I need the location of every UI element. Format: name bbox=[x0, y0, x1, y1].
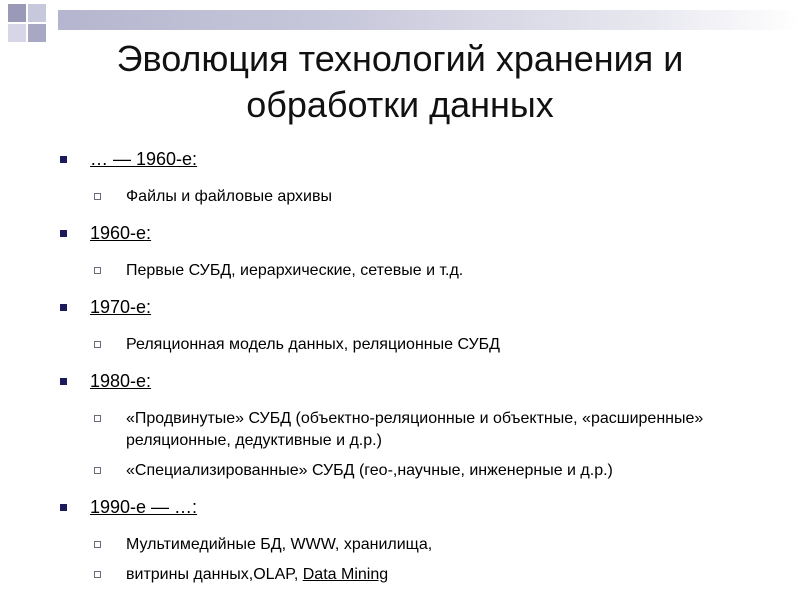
hollow-square-bullet-icon bbox=[94, 571, 101, 578]
period-item bbox=[58, 148, 778, 170]
sub-item bbox=[58, 186, 778, 208]
square-bullet-icon bbox=[60, 504, 67, 511]
sub-item-text: Мультимедийные БД, WWW, хранилища, bbox=[126, 536, 433, 553]
period-group bbox=[58, 370, 778, 482]
sub-item-text: Файлы и файловые архивы bbox=[126, 188, 332, 205]
sub-item-text: Первые СУБД, иерархические, сетевые и т.д. bbox=[126, 262, 464, 279]
sub-item-text: «Специализированные» СУБД (гео-,научные, инженерные и д.р.) bbox=[126, 462, 613, 479]
hollow-square-bullet-icon bbox=[94, 415, 101, 422]
sub-item bbox=[58, 534, 778, 556]
period-group bbox=[58, 496, 778, 586]
period-item bbox=[58, 222, 778, 244]
period-item bbox=[58, 496, 778, 518]
decor-square bbox=[28, 4, 46, 22]
sub-item bbox=[58, 564, 778, 586]
data-mining-link[interactable]: Data Mining bbox=[302, 566, 389, 583]
hollow-square-bullet-icon bbox=[94, 341, 101, 348]
period-heading: 1970-е: bbox=[90, 297, 152, 317]
sub-item-text: Реляционная модель данных, реляционные СУБД bbox=[126, 336, 500, 353]
period-heading: 1960-е: bbox=[90, 223, 152, 243]
header-gradient-bar bbox=[58, 10, 800, 30]
decor-square bbox=[8, 4, 26, 22]
square-bullet-icon bbox=[60, 304, 67, 311]
square-bullet-icon bbox=[60, 378, 67, 385]
hollow-square-bullet-icon bbox=[94, 541, 101, 548]
period-heading: 1980-е: bbox=[90, 371, 152, 391]
hollow-square-bullet-icon bbox=[94, 467, 101, 474]
slide-content bbox=[58, 148, 778, 600]
hollow-square-bullet-icon bbox=[94, 193, 101, 200]
period-group bbox=[58, 222, 778, 282]
title-line-2: обработки данных bbox=[246, 84, 554, 125]
period-group bbox=[58, 148, 778, 208]
sub-item-text: «Продвинутые» СУБД (объектно-реляционные и объектные, «расширенные» реляционные, дедуктивные и д.р.) bbox=[126, 410, 704, 449]
sub-item bbox=[58, 408, 778, 452]
period-heading: … — 1960-е: bbox=[90, 149, 198, 169]
square-bullet-icon bbox=[60, 230, 67, 237]
title-line-1: Эволюция технологий хранения и bbox=[116, 38, 684, 79]
square-bullet-icon bbox=[60, 156, 67, 163]
sub-item bbox=[58, 334, 778, 356]
sub-item bbox=[58, 460, 778, 482]
period-item bbox=[58, 296, 778, 318]
sub-item-text-prefix: витрины данных,OLAP, bbox=[126, 566, 303, 583]
period-heading: 1990-е — …: bbox=[90, 497, 198, 517]
slide-title bbox=[0, 36, 800, 128]
period-group bbox=[58, 296, 778, 356]
sub-item bbox=[58, 260, 778, 282]
period-item bbox=[58, 370, 778, 392]
hollow-square-bullet-icon bbox=[94, 267, 101, 274]
